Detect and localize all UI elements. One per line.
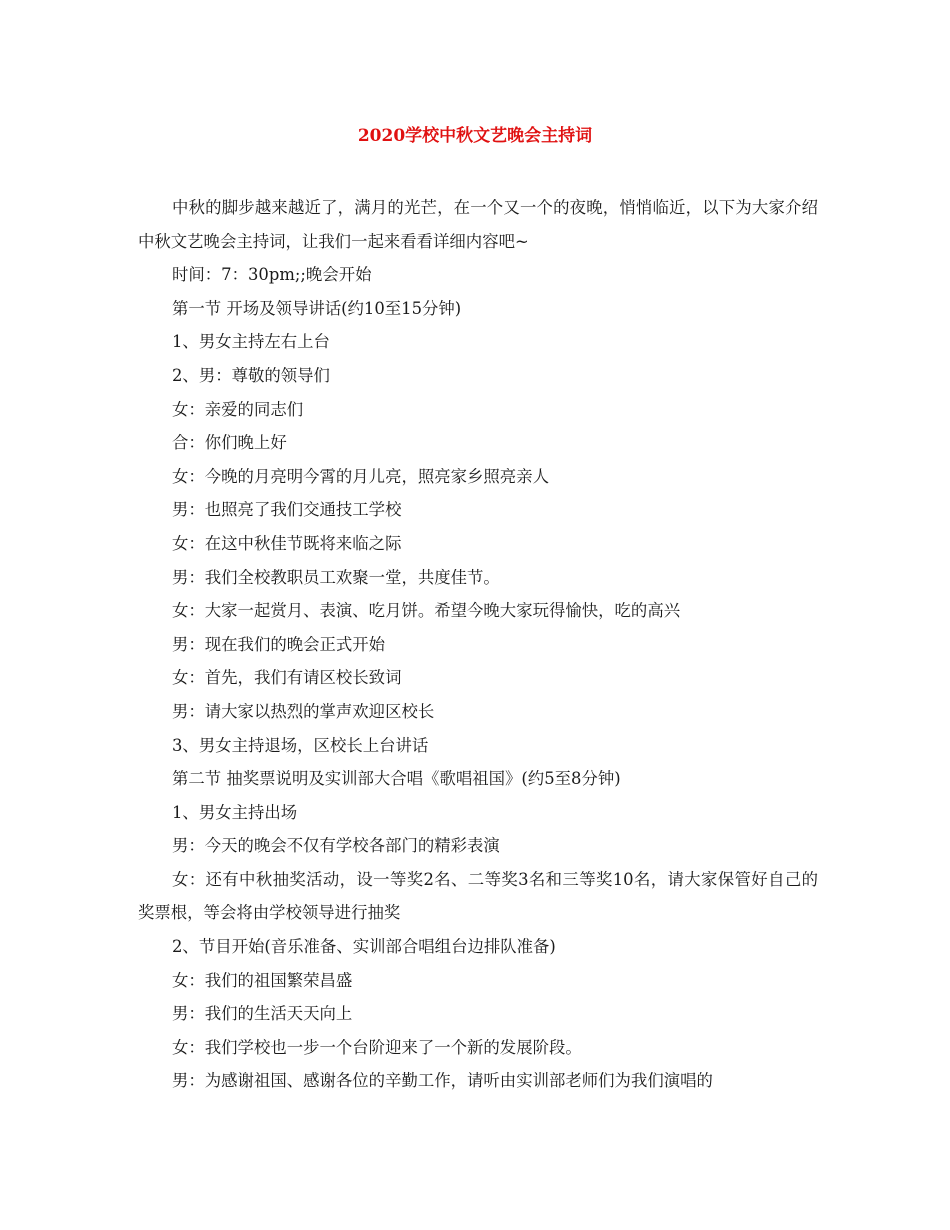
paragraph: 男：今天的晚会不仅有学校各部门的精彩表演 — [172, 836, 500, 856]
paragraph: 2、男：尊敬的领导们 — [172, 365, 330, 385]
paragraph: 女：大家一起赏月、表演、吃月饼。希望今晚大家玩得愉快，吃的高兴 — [172, 601, 681, 621]
paragraph: 女：亲爱的同志们 — [172, 399, 304, 419]
paragraph: 2、节目开始(音乐准备、实训部合唱组台边排队准备) — [172, 937, 556, 957]
paragraph: 男：我们全校教职员工欢聚一堂，共度佳节。 — [172, 567, 500, 587]
paragraph-time: 时间：7：30pm;;晚会开始 — [172, 265, 372, 285]
paragraph: 男：为感谢祖国、感谢各位的辛勤工作，请听由实训部老师们为我们演唱的 — [172, 1071, 713, 1091]
paragraph: 男：请大家以热烈的掌声欢迎区校长 — [172, 701, 435, 721]
document-title: 2020学校中秋文艺晚会主持词 — [357, 126, 593, 146]
paragraph: 1、男女主持左右上台 — [172, 332, 330, 352]
paragraph: 男：我们的生活天天向上 — [172, 1004, 353, 1024]
paragraph: 男：也照亮了我们交通技工学校 — [172, 500, 402, 520]
paragraph-intro: 中秋的脚步越来越近了，满月的光芒，在一个又一个的夜晚，悄悄临近，以下为大家介绍中秋文艺晚会主持词，让我们一起来看看详细内容吧~ — [138, 198, 818, 251]
paragraph: 女：首先，我们有请区校长致词 — [172, 668, 402, 688]
paragraph: 女：我们的祖国繁荣昌盛 — [172, 970, 353, 990]
paragraph-section-2-heading: 第二节 抽奖票说明及实训部大合唱《歌唱祖国》(约5至8分钟) — [172, 769, 621, 789]
paragraph: 女：还有中秋抽奖活动，设一等奖2名、二等奖3名和三等奖10名，请大家保管好自己的奖票根，等会将由学校领导进行抽奖 — [138, 869, 818, 923]
paragraph: 3、男女主持退场，区校长上台讲话 — [172, 735, 429, 755]
paragraph: 1、男女主持出场 — [172, 802, 298, 822]
paragraph: 男：现在我们的晚会正式开始 — [172, 634, 386, 654]
paragraph-section-1-heading: 第一节 开场及领导讲话(约10至15分钟) — [172, 298, 462, 318]
paragraph: 女：在这中秋佳节既将来临之际 — [172, 533, 402, 553]
paragraph: 合：你们晚上好 — [172, 433, 287, 453]
paragraph: 女：今晚的月亮明今霄的月儿亮，照亮家乡照亮亲人 — [172, 466, 549, 486]
document-body — [138, 191, 818, 1098]
paragraph: 女：我们学校也一步一个台阶迎来了一个新的发展阶段。 — [172, 1037, 582, 1057]
